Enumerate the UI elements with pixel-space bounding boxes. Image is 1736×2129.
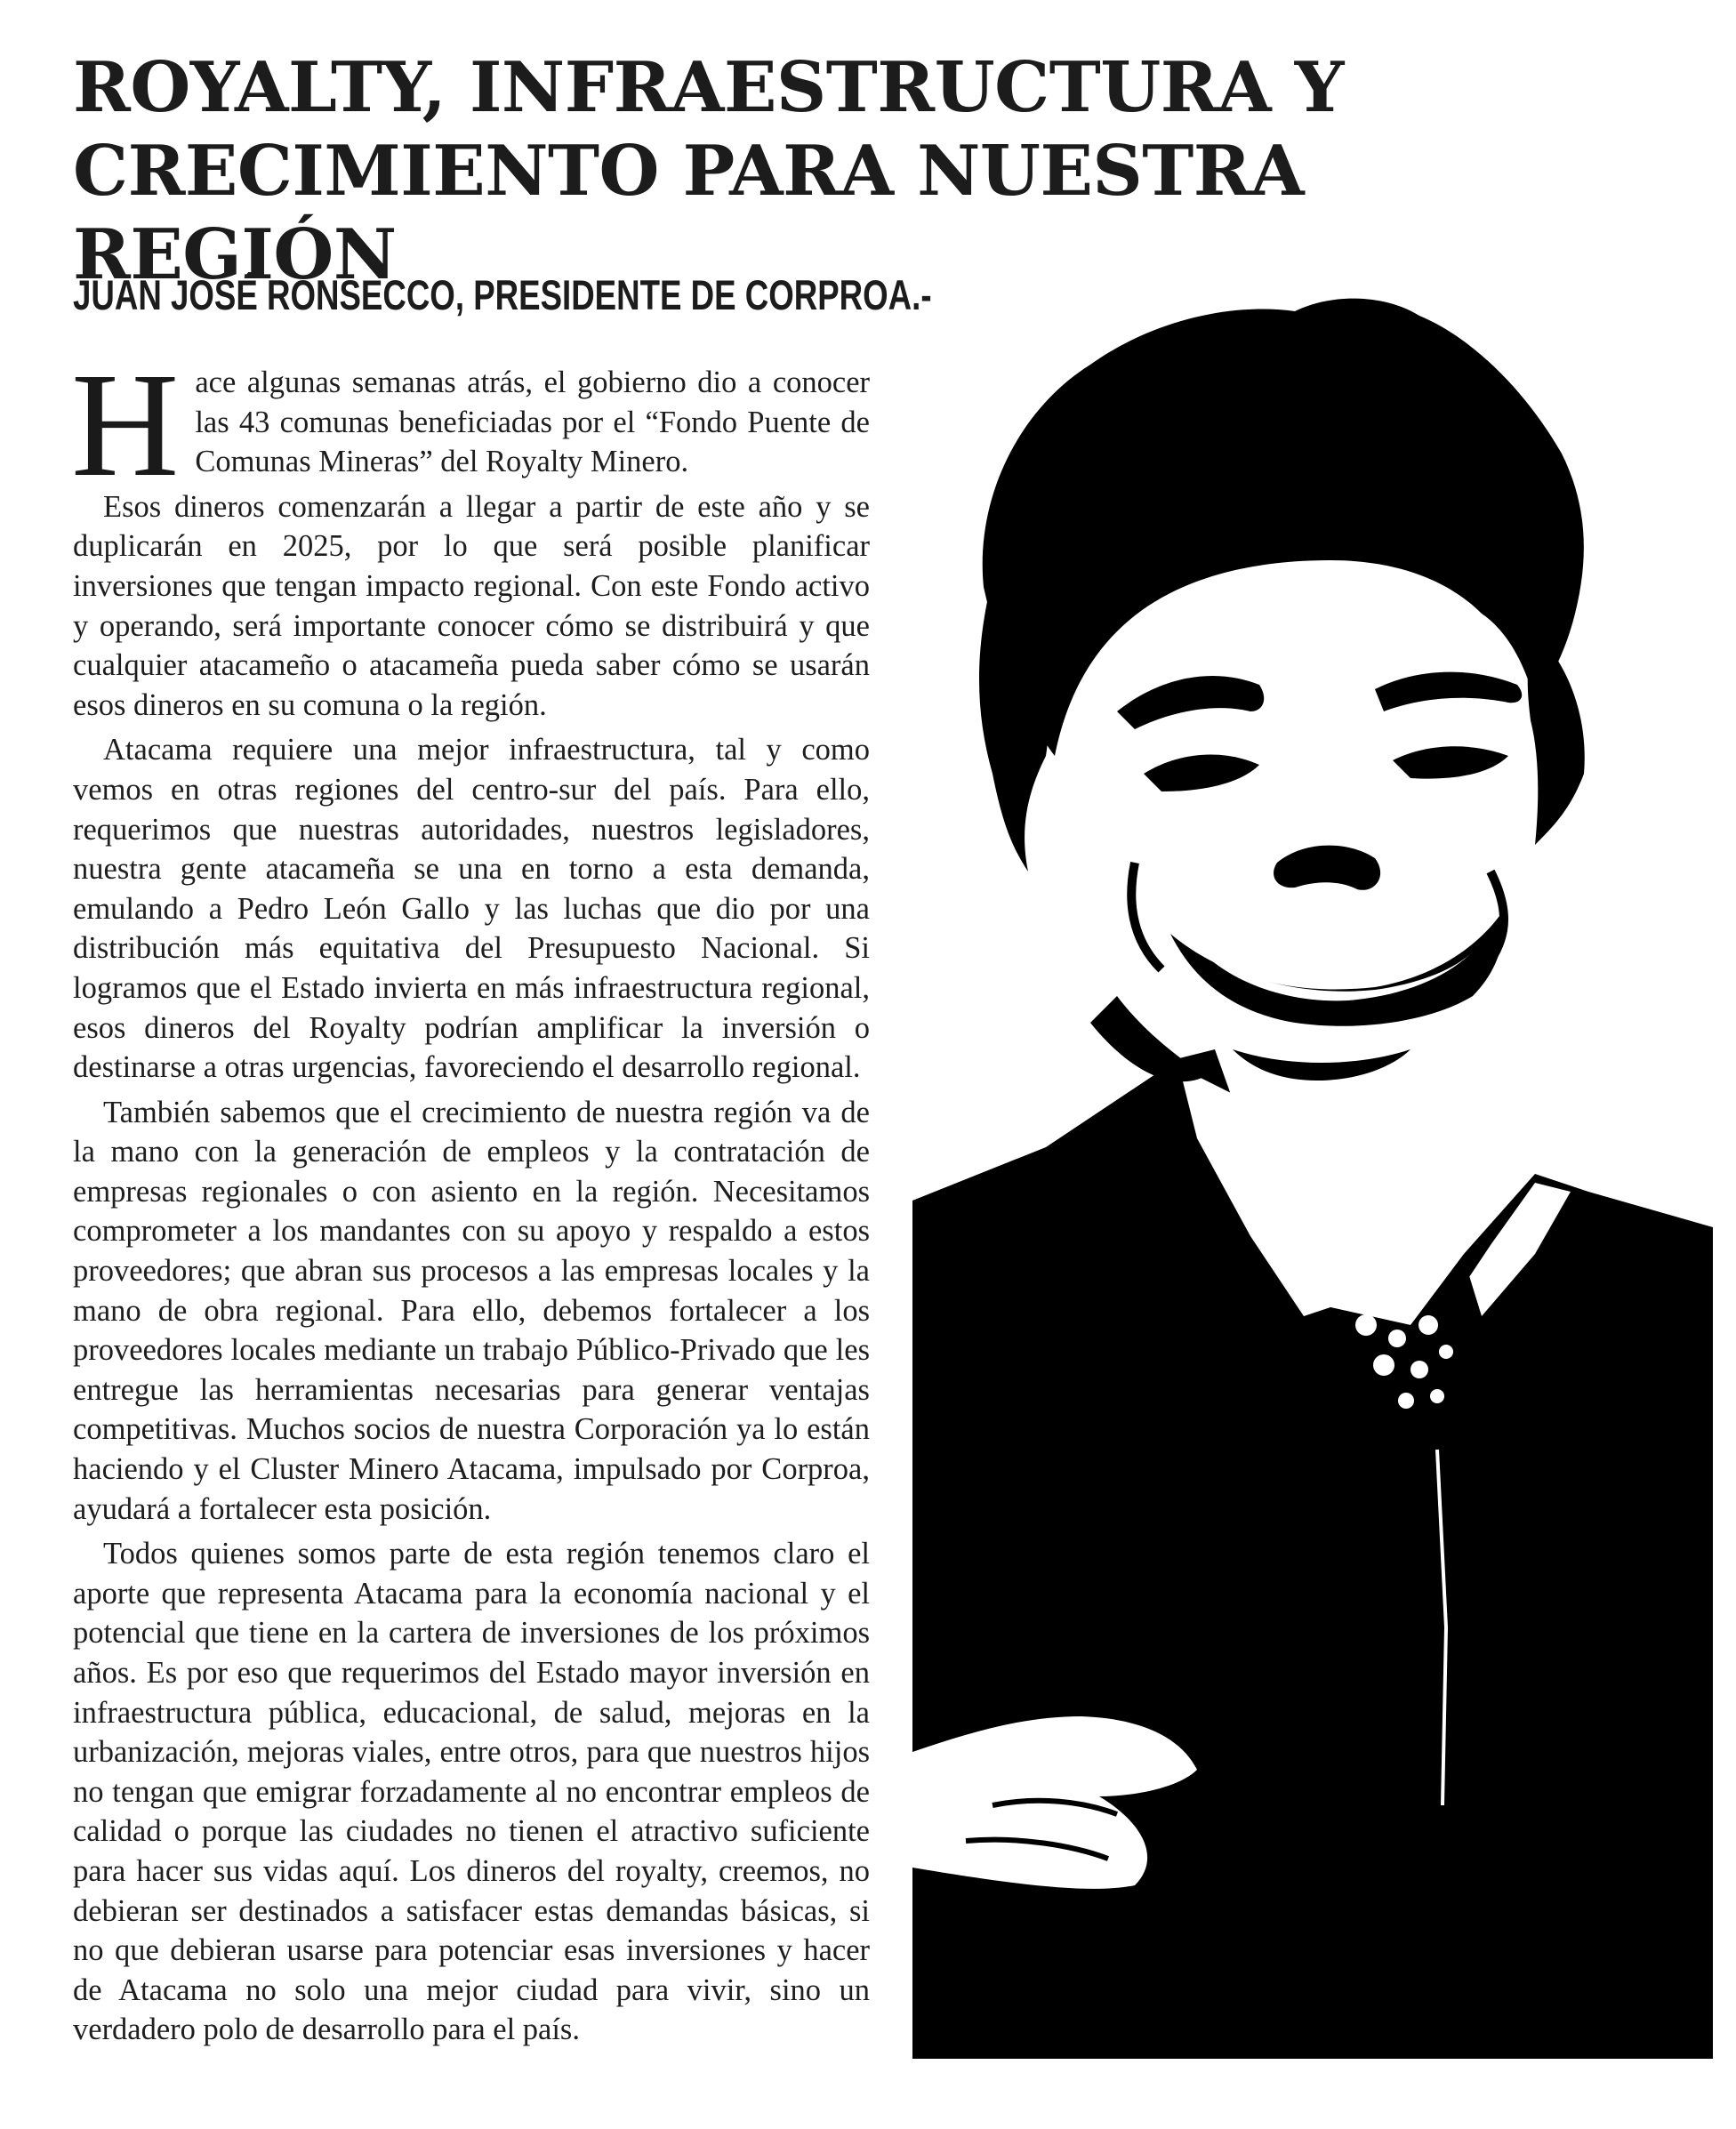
right-eye [1393,746,1508,778]
chin-shadow [1233,1049,1410,1081]
left-eye [1144,755,1259,791]
paragraph-4: También sabemos que el crecimiento de nuestra región va de la mano con la generación de empleos y la contratación de empresas regionales o con asiento en la región. Necesitamos comprometer a los mandantes con su apoyo y respaldo a estos proveedores; que abran sus procesos a las empresas locales y la mano de obra regional. Para ello, debemos fortalecer a los proveedores locales mediante un trabajo Público-Privado que les entregue las herramientas necesarias para generar ventajas competitivas. Muchos socios de nuestra Corporación ya lo están haciendo y el Cluster Minero Atacama, impulsado por Corproa, ayudará a fortalecer esta posición. [73,1095,870,1526]
face-right-shadow [1528,631,1585,845]
byline: JUAN JOSÉ RONSECCO, PRESIDENTE DE CORPROA.- [73,271,932,318]
paragraph-5: Todos quienes somos parte de esta región tenemos claro el aporte que representa Atacama para la economía nacional y el potencial que tiene en la cartera de inversiones de los próximos años. Es por eso que requerimos del Estado mayor inversión en infraestructura pública, educacional, de salud, mejoras en la urbanización, mejoras viales, entre otros, para que nuestros hijos no tengan que emigrar forzadamente al no encontrar empleos de calidad o porque las ciudades no tienen el atractivo suficiente para hacer sus vidas aquí. Los dineros del royalty, creemos, no debieran ser destinados a satisfacer estas demandas básicas, si no que debieran usarse para potenciar esas inversiones y hacer de Atacama no solo una mejor ciudad para vivir, sino un verdadero polo de desarrollo para el país. [73,1537,870,2047]
right-eyebrow [1375,672,1522,711]
paragraph-1-text: ace algunas semanas atrás, el gobierno dio a conocer las 43 comunas beneficiadas por el “Fondo Puente de Comunas Mineras” del Royalty Minero. [195,366,870,479]
paragraph-3: Atacama requiere una mejor infraestructura, tal y como vemos en otras regiones del centro-sur del país. Para ello, requerimos que nuestras autoridades, nuestros legisladores, nuestra gente atacameña se una en torno a esta demanda, emulando a Pedro León Gallo y las luchas que dio por una distribución más equitativa del Presupuesto Nacional. Si logramos que el Estado invierta en más infraestructura regional, esos dineros del Royalty podrían amplificar la inversión o destinarse a otras urgencias, favoreciendo el desarrollo regional. [73,733,870,1085]
cheek-line-left [1131,863,1161,969]
portrait-illustration [912,293,1713,2059]
portrait-svg [912,293,1713,2059]
headline-line-1: ROYALTY, INFRAESTRUCTURA Y [73,47,1344,128]
paragraph-2: Esos dineros comenzarán a llegar a partir de este año y se duplicarán en 2025, por lo que será posible planificar inversiones que tengan impacto regional. Con este Fondo activo y operando, será importante conocer cómo se distribuirá y que cualquier atacameño o atacameña pueda saber cómo se usarán esos dineros en su comuna o la región. [73,489,870,722]
smile [1170,916,1503,1026]
headline [73,46,1460,297]
suit-shape [912,1049,1713,2059]
left-eyebrow [1117,676,1264,729]
paragraph-1 [71,342,870,508]
headline-line-2: CRECIMIENTO PARA NUESTRA REGIÓN [73,131,1305,295]
drop-cap: H [71,342,180,508]
neck-shadow [1090,996,1206,1081]
nose [1274,846,1380,890]
article-body [71,342,870,2055]
